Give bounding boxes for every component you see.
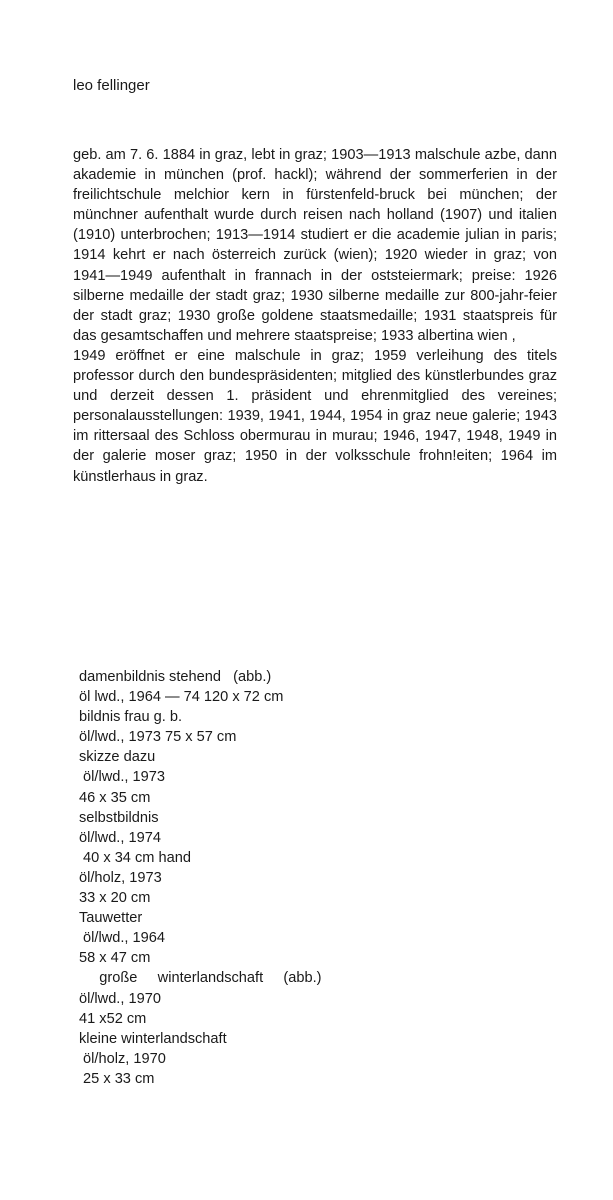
work-line: damenbildnis stehend (abb.) (79, 669, 272, 685)
work-line: öl lwd., 1964 — 74 120 x 72 cm (79, 689, 284, 706)
work-line: kleine winterlandschaft (79, 1030, 227, 1047)
work-line: öl/lwd., 1973 (79, 769, 165, 786)
biography-paragraph-2: 1949 eröffnet er eine malschule in graz; 1959 verleihung des titels professor durch den bundespräsidenten; mitglied des künstlerbundes graz und derzeit dessen 1. präsident und ehrenmitglied des vereines; personalausstellungen: 1939, 1941, 1944, 1954 in graz neue galerie; 1943 im rittersaal des Schloss obermurau in murau; 1946, 1947, 1948, 1949 in der galerie moser graz; 1950 in der volksschule frohn!eiten; 1964 im künstlerhaus in graz. (73, 347, 557, 485)
work-line: 58 x 47 cm (79, 950, 151, 967)
work-line: große winterlandschaft (abb.) (79, 970, 322, 987)
work-line: bildnis frau g. b. (79, 709, 183, 726)
work-line: öl/holz, 1973 (79, 869, 162, 886)
works-list (79, 667, 322, 1089)
author-name: leo fellinger (73, 77, 150, 94)
work-line: 40 x 34 cm hand (79, 849, 191, 866)
work-line: öl/holz, 1970 (79, 1050, 166, 1067)
work-line: selbstbildnis (79, 809, 159, 826)
work-line: 46 x 35 cm (79, 789, 151, 806)
work-line: 41 x52 cm (79, 1010, 147, 1027)
work-line: öl/lwd., 1974 (79, 829, 161, 846)
work-line: öl/lwd., 1973 75 x 57 cm (79, 729, 237, 746)
work-line: öl/lwd., 1970 (79, 990, 161, 1007)
work-line: 33 x 20 cm (79, 890, 151, 907)
biography (73, 145, 557, 487)
work-line: skizze dazu (79, 749, 156, 766)
work-line: öl/lwd., 1964 (79, 930, 165, 947)
work-line: 25 x 33 cm (79, 1070, 155, 1087)
work-line: Tauwetter (79, 910, 143, 927)
biography-paragraph-1: geb. am 7. 6. 1884 in graz, lebt in graz; 1903—1913 malschule azbe, dann akademie in münchen (prof. hackl); während der sommerferien in der freilichtschule melchior kern in fürstenfeld-bruck bei münchen; der münchner aufenthalt wurde durch reisen nach holland (1907) und italien (1910) unterbrochen; 1913—1914 studiert er die academie julian in paris; 1914 kehrt er nach österreich zurück (wien); 1920 wieder in graz; von 1941—1949 aufenthalt in frannach in der oststeiermark; preise: 1926 silberne medaille der stadt graz; 1930 silberne medaille zur 800-jahr-feier der stadt graz; 1930 große goldene staatsmedaille; 1931 staatspreis für das gesamtschaffen und mehrere staatspreise; 1933 albertina wien , (73, 147, 557, 344)
